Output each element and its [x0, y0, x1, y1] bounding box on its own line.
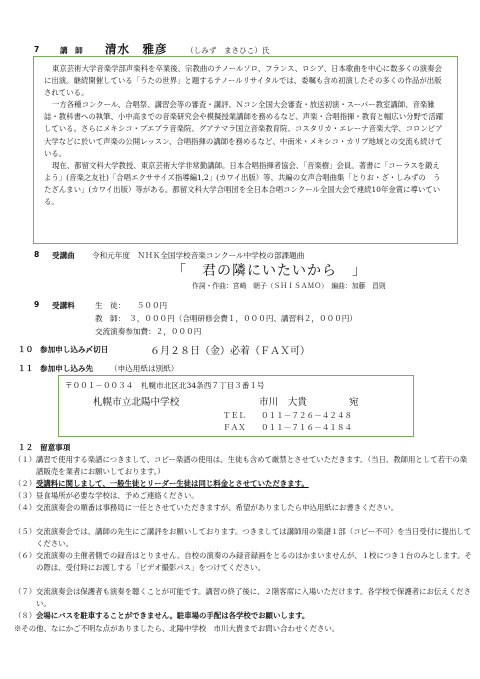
note-item: （３） 昼食場所が必要な学校は、予めご連絡ください。	[14, 491, 199, 500]
bio-paragraph: 一方各種コンクール、合唱祭、講習会等の審査・講評、Ｎコン全国大会審査・放送初演・スーパー教室講師、音楽雑誌・教科書への執筆、小中高までの音楽研究会や模擬授業講師を務めるなど、声楽・合唱指揮・教育と幅広い分野で活躍している。さらにメキシコ・プエブラ音楽院、グアテマラ国立音楽教育院、コスタリカ・エレーナ音楽大学、コロンビア大学などに於いて声楽の公開レッスン、合唱指揮の講師を務めるなど、中南米・メキシコ・カリブ地域との交流も続けている。	[44, 100, 444, 158]
sec9-label: 受講料	[52, 301, 75, 310]
contact-box	[58, 375, 414, 437]
sec10-label: 参加申し込み〆切日	[40, 345, 109, 354]
sec12-label: 留意事項	[40, 443, 71, 452]
telephone: ＴＥＬ ０１１－７２６－４２４８	[223, 411, 353, 420]
bio-paragraph: 現在、都留文科大学教授、東京芸術大学非常勤講師。日本合唱指揮者協会、「音楽樹」会員。著書に「コーラスを鍛えよう」(音楽之友社)「合唱エクササイズ指導編1,2」(カワイ出版）等、共編の女声合唱曲集「とりお・ざ・しみずの うたざんまい」(カワイ出版）等がある。都留文科大学合唱団を全日本合唱コンクール全国大会で連続10年金賞に導いている。	[44, 160, 441, 207]
sec12-number: １２	[18, 443, 34, 452]
note-item: （１） 講習で使用する楽譜につきまして、コピー楽譜の使用は、生徒も含めて厳禁とさせていただきます。（当日、教師用として若干の楽譜販売を業者にお願いしております。）	[14, 455, 468, 476]
fee-teacher: 教 師： ３，０００円（合唱研修会費１，０００円、講習料２，０００円）	[95, 314, 357, 323]
fax: ＦＡＸ ０１１－７１６－４１８４	[223, 423, 353, 432]
lecturer-reading: （しみず まさひこ）氏	[186, 46, 270, 55]
song-credit: 作詞・作曲：宮崎 朝子（ＳＨＩＳＡＭＯ） 編曲：加藤 昌則	[192, 282, 386, 290]
lecturer-name: 清水 雅彦	[105, 42, 168, 56]
sec10-number: １０	[18, 345, 34, 354]
sec8-number: 8	[34, 250, 40, 259]
sec8-label: 受講曲	[52, 251, 75, 260]
note-item: （４） 交流演奏会の順番は事務局に一任とさせていただきますが、希望がありましたら申込用紙にお書きください。	[14, 503, 399, 512]
sec7-label: 講 師	[60, 46, 83, 55]
note-item: （２） 受講料に関しまして、一般生徒とリーダー生徒は同じ料金とさせていただきます。	[14, 479, 309, 488]
sec11-note: （申込用紙は別紙）	[110, 364, 179, 373]
sec11-label: 参加申し込み先	[40, 364, 94, 373]
sec7-number: 7	[34, 45, 40, 54]
sec11-number: １１	[18, 364, 34, 373]
song-title: 「 君の隣にいたいから 」	[172, 263, 367, 279]
school-name: 札幌市立北陽中学校	[93, 397, 180, 408]
fee-student: 生 徒： ５００円	[95, 301, 168, 310]
deadline: ６月２８日（金）必着（ＦＡＸ可）	[150, 346, 310, 357]
note-item: （５） 交流演奏会では、講師の先生にご講評をお願いしております。つきましては講師用の楽譜１部（コピー不可）を当日受付に提出してください。	[14, 527, 472, 548]
competition-title: 令和元年度 ＮＨＫ全国学校音楽コンクール中学校の部課題曲	[92, 251, 305, 260]
honorific: 宛	[349, 397, 359, 408]
fee-exchange: 交流演奏参加費：２，０００円	[95, 327, 202, 336]
bio-paragraph: 東京芸術大学音楽学部声楽科を卒業後、宗教曲のテノールソロ、フランス、ロシア、日本歌曲を中心に数多くの演奏会に出演。継続開催している「うたの世界」と題するテノールリサイタルでは、委嘱も含め初演したその多くの作品が出版されている。	[44, 64, 442, 98]
note-item: （６） 交流演奏の主催者側での録音はとりません。自校の演奏のみ録音録画をとるのはかまいませんが、１校につき１台のみとします。その際は、受付時にお渡しする「ビデオ撮影パス」をつけてください。	[14, 551, 472, 572]
sec9-number: 9	[34, 300, 40, 309]
footer-note: ※その他、なにかご不明な点がありましたら、北陽中学校 市川大貴までお問い合わせください。	[14, 624, 340, 633]
contact-person: 市川 大貴	[259, 397, 307, 408]
note-item: （８） 会場にバスを駐車することができません。駐車場の手配は各学校でお願いします。	[14, 611, 310, 620]
postal-address: 〒００１－００３４ 札幌市北区北34条西７丁目３番１号	[65, 381, 265, 390]
note-item: （７） 交流演奏会は保護者も演奏を聴くことが可能です。講習の終了後に、２階客席に入場いただけます。各学校で保護者にお伝えください。	[14, 587, 471, 608]
lecturer-bio-box	[33, 56, 458, 244]
